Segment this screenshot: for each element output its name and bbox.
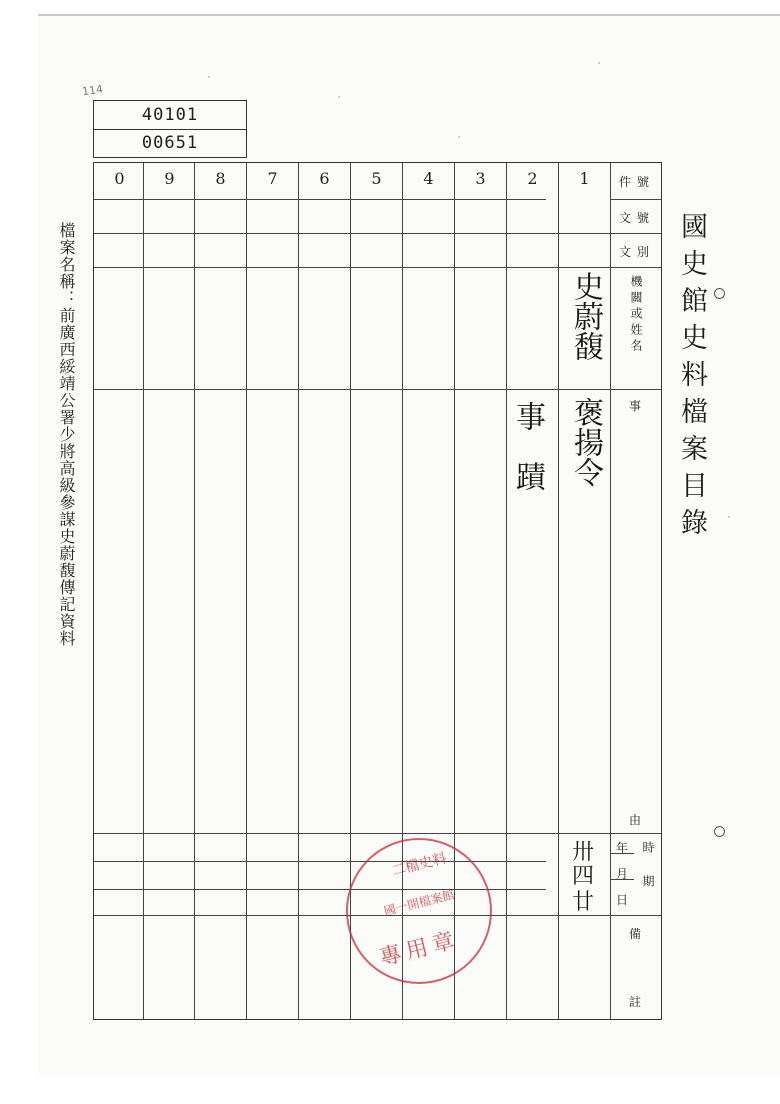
identifier-box — [93, 100, 247, 158]
paper-speck — [598, 62, 600, 64]
column-line — [143, 163, 144, 1019]
column-line — [610, 163, 611, 1019]
file-name — [56, 222, 76, 742]
identifier-secondary: 00651 — [141, 133, 199, 153]
file-name-separator: ： — [57, 290, 76, 307]
header-subject-top: 事 — [629, 399, 642, 413]
entry-1-name: 史蔚馥 — [568, 271, 603, 361]
paper-speck — [338, 96, 340, 98]
header-date-month: 月 — [616, 867, 629, 881]
header-doc-type: 文別 — [618, 245, 655, 259]
stamp-line-3: 專用章 — [377, 927, 462, 972]
paper-speck — [458, 136, 460, 138]
catalog-title: 國史館史料檔案目錄 — [676, 212, 707, 545]
column-number: 4 — [423, 169, 434, 188]
column-line — [246, 163, 247, 1019]
header-org-or-name: 機關或姓名 — [629, 275, 643, 355]
header-remarks-top: 備 — [629, 927, 642, 941]
entry-1-month: 四 — [572, 864, 595, 889]
row-line — [94, 833, 661, 834]
row-line — [94, 267, 661, 268]
column-number: 0 — [114, 169, 125, 188]
row-line — [94, 861, 546, 862]
identifier-primary: 40101 — [94, 101, 246, 130]
binding-hole — [714, 826, 725, 837]
column-line — [558, 163, 559, 1019]
entry-1-day: 廿 — [572, 890, 595, 915]
row-line — [610, 199, 661, 200]
header-date-day: 日 — [616, 893, 629, 907]
archive-seal-stamp — [346, 838, 492, 984]
paper-speck — [728, 516, 730, 518]
header-item-no: 件號 — [618, 175, 655, 189]
column-number: 6 — [319, 169, 330, 188]
column-line — [506, 163, 507, 1019]
page-mark: 114 — [81, 82, 104, 99]
column-number: 2 — [527, 169, 538, 188]
column-number: 8 — [215, 169, 226, 188]
binding-hole — [714, 288, 725, 299]
column-line — [194, 163, 195, 1019]
row-line — [94, 233, 661, 234]
column-number: 5 — [371, 169, 382, 188]
file-name-value: 前廣西綏靖公署少將高級參謀史蔚馥傳記資料 — [57, 307, 76, 647]
entry-1-year: 卅 — [572, 840, 595, 865]
column-number: 7 — [267, 169, 278, 188]
header-subject-bottom: 由 — [629, 813, 642, 827]
header-doc-no: 文號 — [618, 211, 655, 225]
stamp-line-2: 國一開檔案館 — [382, 887, 456, 919]
stamp-line-1: 二檔史料 — [390, 850, 449, 880]
header-date-year: 年 — [616, 841, 629, 855]
row-line — [94, 389, 661, 390]
file-name-label: 檔案名稱 — [57, 222, 76, 290]
entry-1-subject: 褒揚令 — [568, 397, 603, 487]
header-remarks-bottom: 註 — [629, 995, 642, 1009]
header-date-label: 時期 — [641, 841, 655, 909]
paper-speck — [208, 76, 210, 78]
column-number: 1 — [579, 169, 590, 188]
entry-2-subject: 事蹟 — [510, 401, 545, 521]
column-line — [298, 163, 299, 1019]
column-number: 9 — [164, 169, 175, 188]
row-line — [94, 199, 546, 200]
column-number: 3 — [475, 169, 486, 188]
